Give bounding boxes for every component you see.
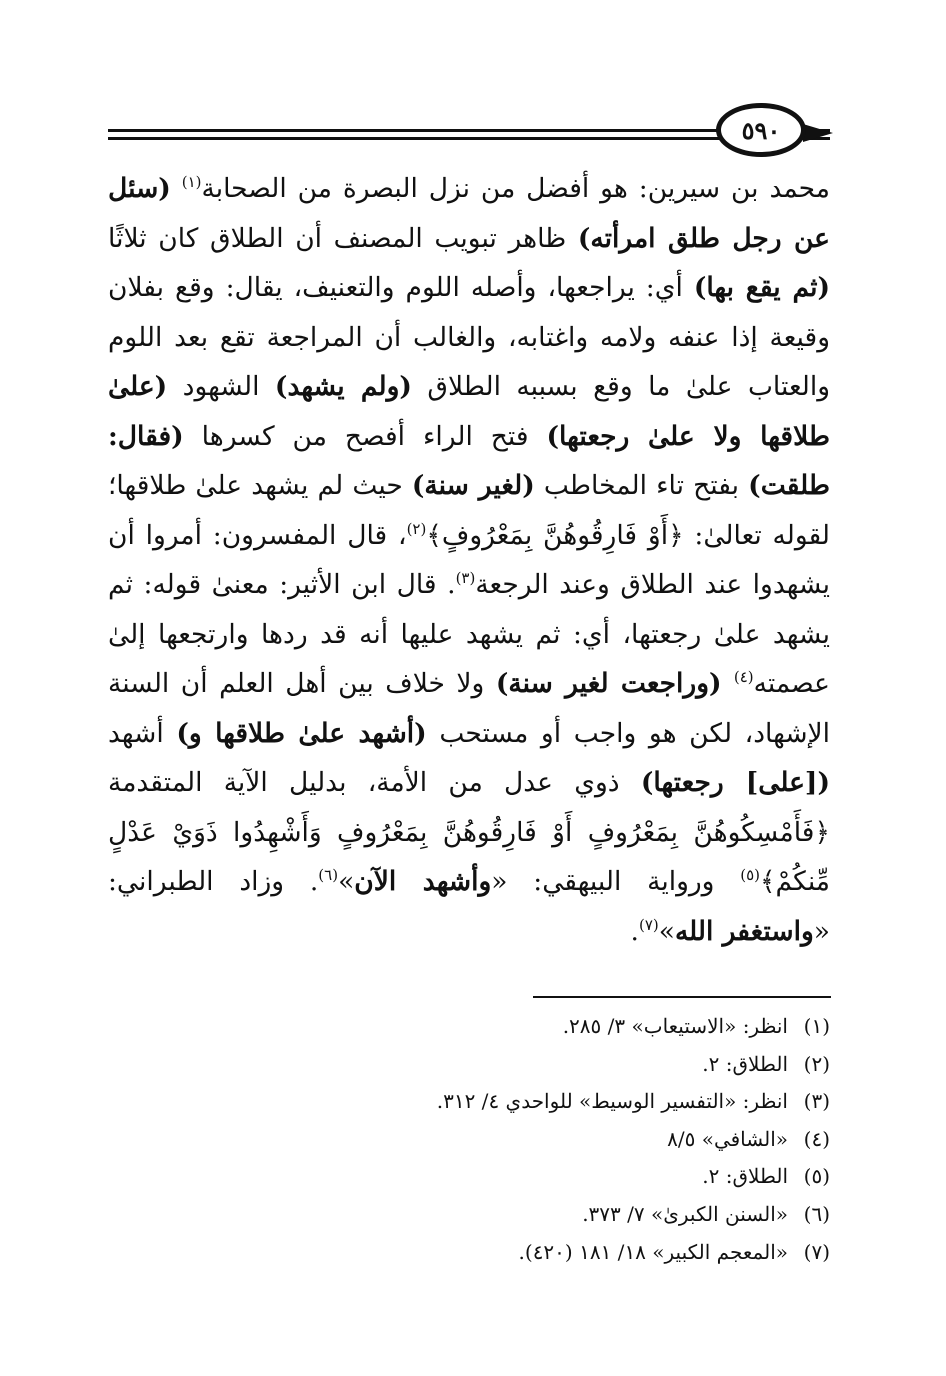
footnote-number: (٥) (803, 1164, 830, 1189)
text-run: . (630, 915, 639, 947)
text-run: » (338, 866, 355, 897)
footnote-text: «الشافي» ٨/٥ (667, 1126, 788, 1151)
text-run: . وزاد الطبراني: « (108, 866, 830, 947)
footnote-ref-3[interactable]: (٣) (455, 569, 476, 588)
footnote-item (108, 1083, 830, 1121)
footnote-number: (٤) (803, 1126, 830, 1151)
footnote-number: (١) (803, 1014, 830, 1038)
text-run: محمد بن سيرين: هو أفضل من نزل البصرة من الصحابة (201, 173, 830, 204)
text-run: ، قال المفسرون: أمروا أن يشهدوا عند الطلاق وعند الرجعة (108, 519, 830, 600)
main-text (108, 164, 830, 956)
footnote-item (108, 1196, 830, 1234)
footnote-item (108, 1008, 830, 1046)
footnote-ref-7[interactable]: (٧) (638, 915, 659, 934)
footnote-item (108, 1158, 830, 1196)
matn-run: وأشهد الآن (354, 866, 492, 897)
text-run: ظاهر تبويب المصنف أن الطلاق كان ثلاثًا (108, 222, 578, 254)
text-run: . قال ابن الأثير: معنىٰ قوله: ثم يشهد علىٰ رجعتها، أي: ثم يشهد عليها أنه قد ردها وارتجعها إلىٰ عصمته (108, 569, 830, 699)
footnote-item (108, 1046, 830, 1084)
text-run: الشهود (167, 371, 275, 402)
footnote-text: «السنن الكبرىٰ» ٧/ ٣٧٣. (582, 1201, 788, 1226)
page-number-badge (716, 103, 806, 157)
text-run: أي: يراجعها، وأصله اللوم والتعنيف، يقال: وقع بفلان وقيعة إذا عنفه ولامه واغتابه، والغالب أن المراجعة تقع بعد اللوم والعتاب علىٰ ما وقع بسببه الطلاق (108, 272, 830, 402)
footnote-number: (٧) (803, 1239, 830, 1264)
text-run: فتح الراء أفصح من كسرها (183, 420, 547, 452)
footnote-ref-5[interactable]: (٥) (740, 866, 761, 885)
footnote-text: الطلاق: ٢. (702, 1164, 788, 1189)
matn-run: (سئل عن رجل طلق امرأته) (108, 173, 830, 254)
footnote-item (108, 1234, 830, 1272)
text-run: بفتح تاء المخاطب (534, 470, 749, 501)
text-run: ورواية البيهقي: « (491, 866, 741, 897)
footnote-number: (٦) (803, 1201, 830, 1226)
footnote-ref-2[interactable]: (٢) (406, 519, 427, 538)
text-run: » (658, 915, 675, 947)
footnote-separator (533, 996, 831, 998)
footnote-item (108, 1121, 830, 1159)
text-run: ولا خلاف بين أهل العلم أن السنة الإشهاد، لكن هو واجب أو مستحب (108, 668, 831, 749)
matn-run: (وراجعت لغير سنة) (495, 668, 734, 699)
footnote-text: انظر: «التفسير الوسيط» للواحدي ٤/ ٣١٢. (436, 1089, 788, 1114)
text-run: حيث لم يشهد علىٰ طلاقها؛ لقوله تعالىٰ: ﴿أَوْ فَارِقُوهُنَّ بِمَعْرُوفٍ﴾ (108, 470, 830, 551)
matn-run: ([على] رجعتها) (640, 767, 830, 798)
matn-run: واستغفر الله (674, 915, 814, 947)
matn-run: (لغير سنة) (411, 470, 535, 501)
footnote-ref-4[interactable]: (٤) (733, 668, 754, 687)
text-run: ذوي عدل من الأمة، بدليل الآية المتقدمة ﴿فَأَمْسِكُوهُنَّ بِمَعْرُوفٍ أَوْ فَارِقُوهُنَّ بِمَعْرُوفٍ وَأَشْهِدُوا ذَوَيْ عَدْلٍ مِّنكُمْ﴾ (108, 767, 831, 897)
footnote-number: (٢) (803, 1051, 830, 1076)
footnote-text: انظر: «الاستيعاب» ٣/ ٢٨٥. (562, 1014, 788, 1038)
matn-run: (أشهد علىٰ طلاقها و) (176, 717, 427, 749)
matn-run: (فقال: طلقت) (108, 420, 831, 501)
matn-run: (ولم يشهد) (274, 371, 412, 402)
matn-run: (علىٰ طلاقها ولا علىٰ رجعتها) (108, 371, 830, 452)
text-run: أشهد (108, 717, 177, 749)
footnotes-list (108, 1008, 830, 1271)
page-number: ٥٩٠ (741, 115, 781, 145)
footnote-text: «المعجم الكبير» ١٨/ ١٨١ (٤٢٠). (518, 1239, 788, 1264)
footnote-ref-1[interactable]: (١) (181, 173, 202, 192)
footnote-text: الطلاق: ٢. (702, 1051, 788, 1076)
footnote-ref-6[interactable]: (٦) (318, 866, 339, 885)
matn-run: (ثم يقع بها) (693, 272, 831, 303)
footnote-number: (٣) (803, 1089, 830, 1114)
